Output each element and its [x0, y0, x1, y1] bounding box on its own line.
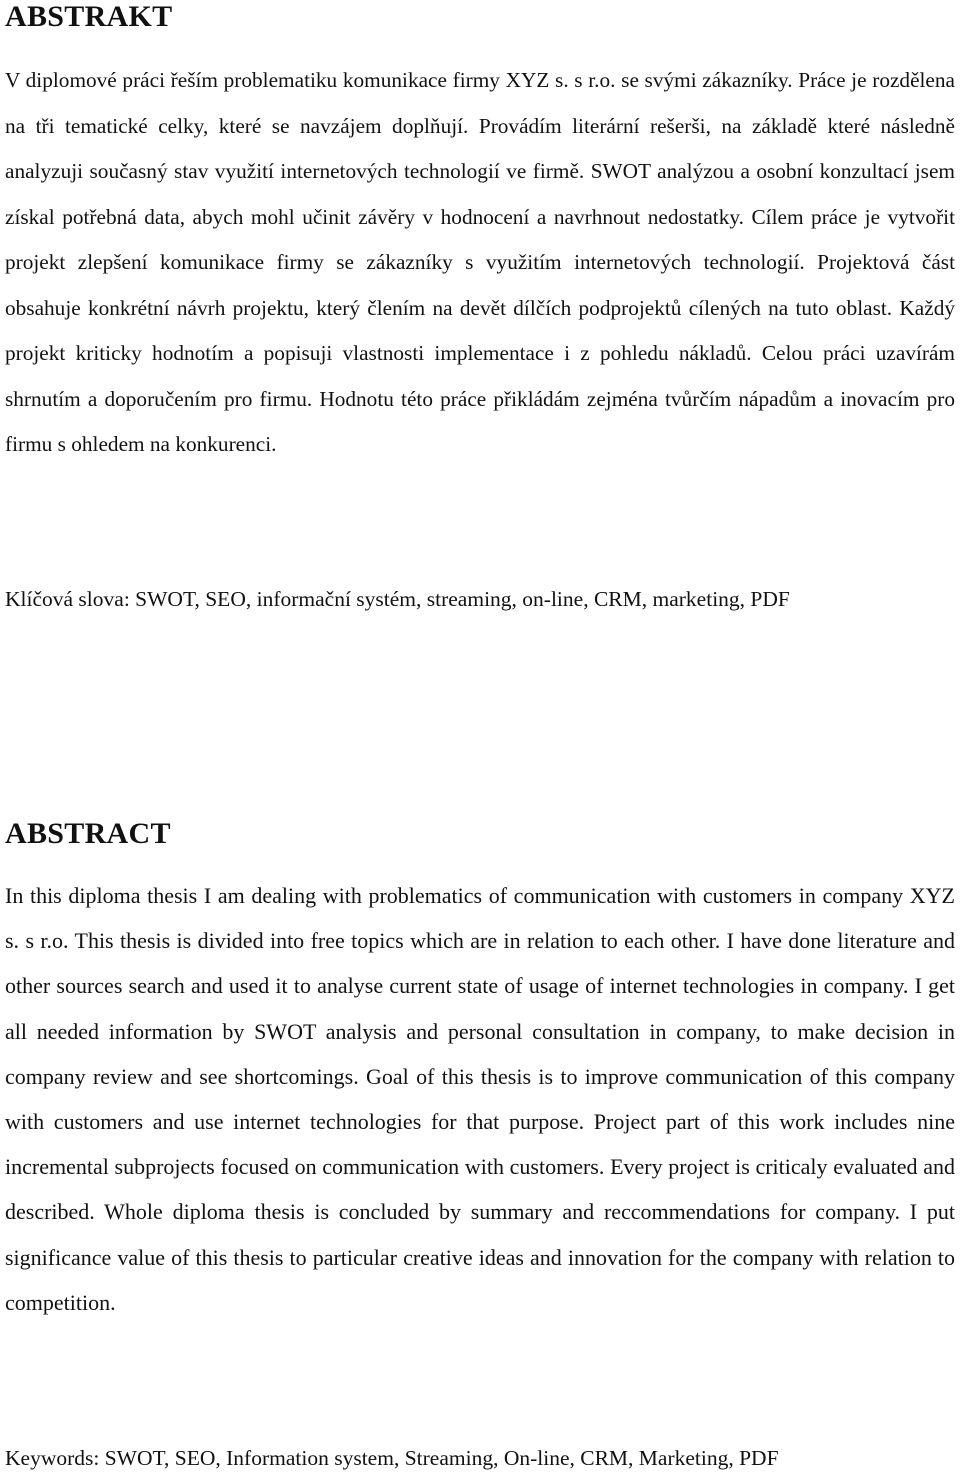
keywords-english: Keywords: SWOT, SEO, Information system, Streaming, On-line, CRM, Marketing, PDF [5, 1446, 779, 1470]
abstract-english-heading: ABSTRACT [5, 817, 171, 850]
keywords-czech: Klíčová slova: SWOT, SEO, informační systém, streaming, on-line, CRM, marketing, PDF [5, 587, 790, 611]
abstract-czech-text: V diplomové práci řeším problematiku komunikace firmy XYZ s. s r.o. se svými zákazníky. Práce je rozdělena na tři tematické celky, které se navzájem doplňují. Provádím literární rešerši, na základě které následně analyzuji současný stav využití internetových technologií ve firmě. SWOT analýzou a osobní konzultací jsem získal potřebná data, abych mohl učinit závěry v hodnocení a navrhnout nedostatky. Cílem práce je vytvořit projekt zlepšení komunikace firmy se zákazníky s využitím internetových technologií. Projektová část obsahuje konkrétní návrh projektu, který člením na devět dílčích podprojektů cílených na tuto oblast. Každý projekt kriticky hodnotím a popisuji vlastnosti implementace i z pohledu nákladů. Celou práci uzavírám shrnutím a doporučením pro firmu. Hodnotu této práce přikládám zejména tvůrčím nápadům a inovacím pro firmu s ohledem na konkurenci. [5, 68, 955, 456]
abstract-english-text: In this diploma thesis I am dealing with problematics of communication with customers in company XYZ s. s r.o. This thesis is divided into free topics which are in relation to each other. I have done literature and other sources search and used it to analyse current state of usage of internet technologies in company. I get all needed information by SWOT analysis and personal consultation in company, to make decision in company review and see shortcomings. Goal of this thesis is to improve communication of this company with customers and use internet technologies for that purpose. Project part of this work includes nine incremental subprojects focused on communication with customers. Every project is criticaly evaluated and described. Whole diploma thesis is concluded by summary and reccommendations for company. I put significance value of this thesis to particular creative ideas and innovation for the company with relation to competition. [5, 883, 955, 1315]
abstract-czech-heading: ABSTRAKT [5, 0, 173, 33]
